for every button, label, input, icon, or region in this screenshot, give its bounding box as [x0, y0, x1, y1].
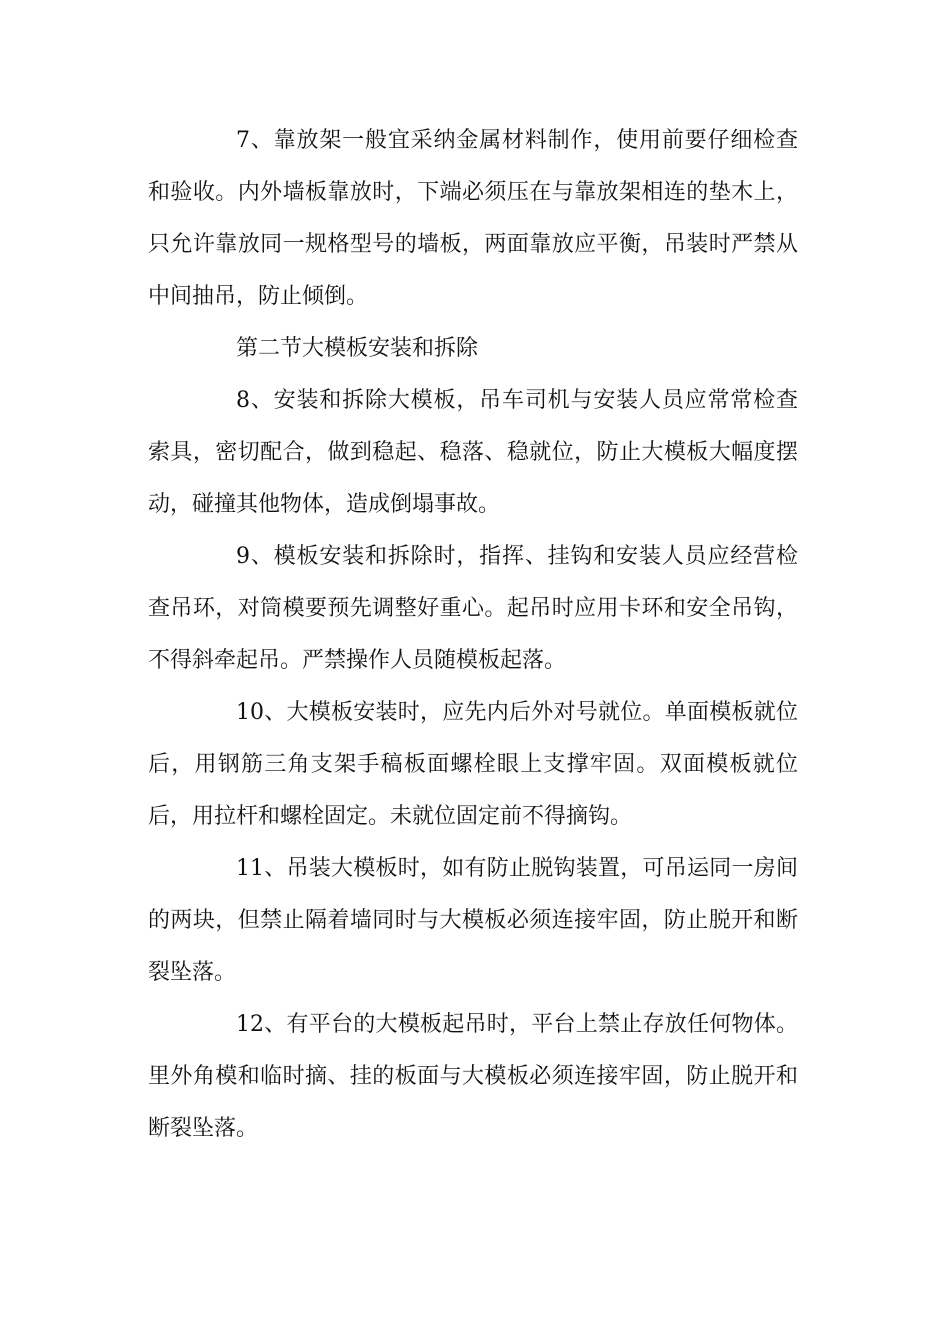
paragraph-10: 10、大模板安装时，应先内后外对号就位。单面模板就位后，用钢筋三角支架手稿板面螺栓眼上支撑牢固。双面模板就位后，用拉杆和螺栓固定。未就位固定前不得摘钩。	[148, 700, 798, 829]
paragraph-8: 8、安装和拆除大模板，吊车司机与安装人员应常常检查索具，密切配合，做到稳起、稳落、稳就位，防止大模板大幅度摆动，碰撞其他物体，造成倒塌事故。	[148, 388, 798, 517]
paragraph-7: 7、靠放架一般宜采纳金属材料制作，使用前要仔细检查和验收。内外墙板靠放时，下端必须压在与靠放架相连的垫木上，只允许靠放同一规格型号的墙板，两面靠放应平衡，吊装时严禁从中间抽吊，防止倾倒。	[148, 128, 798, 309]
paragraph-9: 9、模板安装和拆除时，指挥、挂钩和安装人员应经营检查吊环，对筒模要预先调整好重心。起吊时应用卡环和安全吊钩，不得斜牵起吊。严禁操作人员随模板起落。	[148, 544, 798, 673]
document-body	[148, 115, 798, 1155]
section-heading: 第二节大模板安装和拆除	[236, 336, 479, 361]
paragraph-11: 11、吊装大模板时，如有防止脱钩装置，可吊运同一房间的两块，但禁止隔着墙同时与大模板必须连接牢固，防止脱开和断裂坠落。	[148, 856, 798, 985]
paragraph-12: 12、有平台的大模板起吊时，平台上禁止存放任何物体。里外角模和临时摘、挂的板面与大模板必须连接牢固，防止脱开和断裂坠落。	[148, 1012, 798, 1141]
